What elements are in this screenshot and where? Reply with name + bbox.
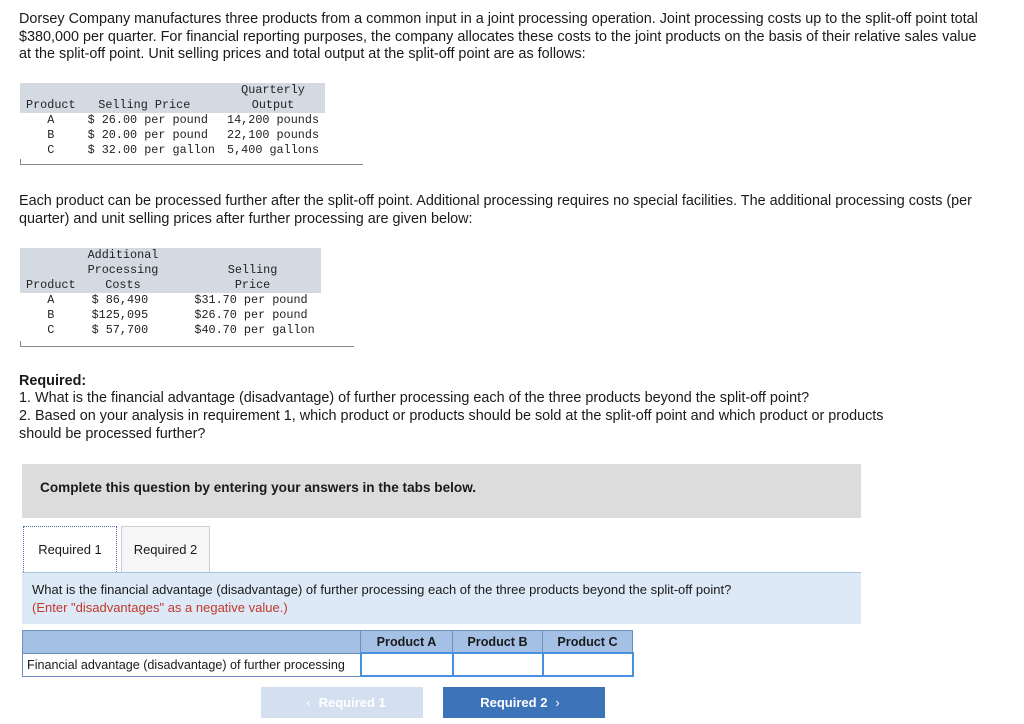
table-header-row [20,83,325,113]
question-panel [22,572,861,624]
table-divider [20,346,354,347]
cell: 22,100 pounds [227,127,320,142]
cell: A [47,112,55,127]
product-c-input[interactable] [543,653,633,676]
next-button[interactable] [443,687,605,718]
cell: $125,095 [91,307,149,322]
further-processing-table [20,248,321,337]
cell: A [47,292,55,307]
cell: C [47,142,55,157]
tab-required-2[interactable]: Required 2 [121,526,210,572]
table-row [20,128,325,143]
table-row [20,293,321,308]
col-product: Product [20,83,82,113]
table-row [20,323,321,338]
cell: B [47,127,55,142]
col-product: Product [20,248,82,293]
col-additional-costs: Additional Processing Costs [82,248,189,293]
split-off-table [20,83,325,158]
answer-row [23,653,633,676]
question-hint: (Enter "disadvantages" as a negative value.) [32,600,288,615]
prev-button-label: Required 1 [318,695,386,710]
cell: $31.70 per pound [194,292,308,307]
cell: $40.70 per gallon [194,322,315,337]
required-heading: Required: [19,373,87,389]
col-product-a: Product A [361,631,453,654]
blank-header [23,631,361,654]
cell: C [47,322,55,337]
chevron-right-icon: › [555,695,560,710]
product-b-input[interactable] [453,653,543,676]
next-button-label: Required 2 [480,695,548,710]
cell: $ 32.00 per gallon [87,142,215,157]
cell: $ 86,490 [91,292,149,307]
cell: 5,400 gallons [227,142,320,157]
table-header-row [20,248,321,293]
requirement-1: 1. What is the financial advantage (disadvantage) of further processing each of the three products beyond the split-off point? [19,390,810,406]
col-selling-price: Selling Price [82,83,221,113]
col-product-c: Product C [543,631,633,654]
requirement-2: 2. Based on your analysis in requirement 1, which product or products should be sold at the split-off point and which product or products should be processed further? [19,408,884,442]
question-text: What is the financial advantage (disadvantage) of further processing each of the three products beyond the split-off point? [32,582,732,597]
cell: $ 26.00 per pound [87,112,208,127]
banner-text: Complete this question by entering your answers in the tabs below. [40,480,477,495]
cell: $26.70 per pound [194,307,308,322]
row-label: Financial advantage (disadvantage) of further processing [23,653,361,676]
prev-button[interactable] [261,687,423,718]
cell: B [47,307,55,322]
tab-required-1[interactable]: Required 1 [23,526,117,572]
further-processing-paragraph: Each product can be processed further after the split-off point. Additional processing requires no special facilities. The additional processing costs (per quarter) and unit selling prices after further processing are given below: [19,193,972,227]
table-row [20,143,325,158]
product-a-input[interactable] [361,653,453,676]
chevron-left-icon: ‹ [306,695,311,710]
col-selling-price: Selling Price [188,248,320,293]
cell: $ 20.00 per pound [87,127,208,142]
col-product-b: Product B [453,631,543,654]
cell: $ 57,700 [91,322,149,337]
table-row [20,308,321,323]
instructions-banner [22,464,861,518]
col-quarterly-output: Quarterly Output [221,83,325,113]
cell: 14,200 pounds [227,112,320,127]
answer-table [22,630,634,677]
intro-paragraph: Dorsey Company manufactures three products from a common input in a joint processing operation. Joint processing costs up to the split-off point total $380,000 per quarter. For financial reporting purposes, the company allocates these costs to the joint products on the basis of their relative sales value at the split-off point. Unit selling prices and total output at the split-off point are as follows: [19,11,978,62]
table-row [20,113,325,128]
answer-header-row [23,631,633,654]
table-divider [20,164,363,165]
